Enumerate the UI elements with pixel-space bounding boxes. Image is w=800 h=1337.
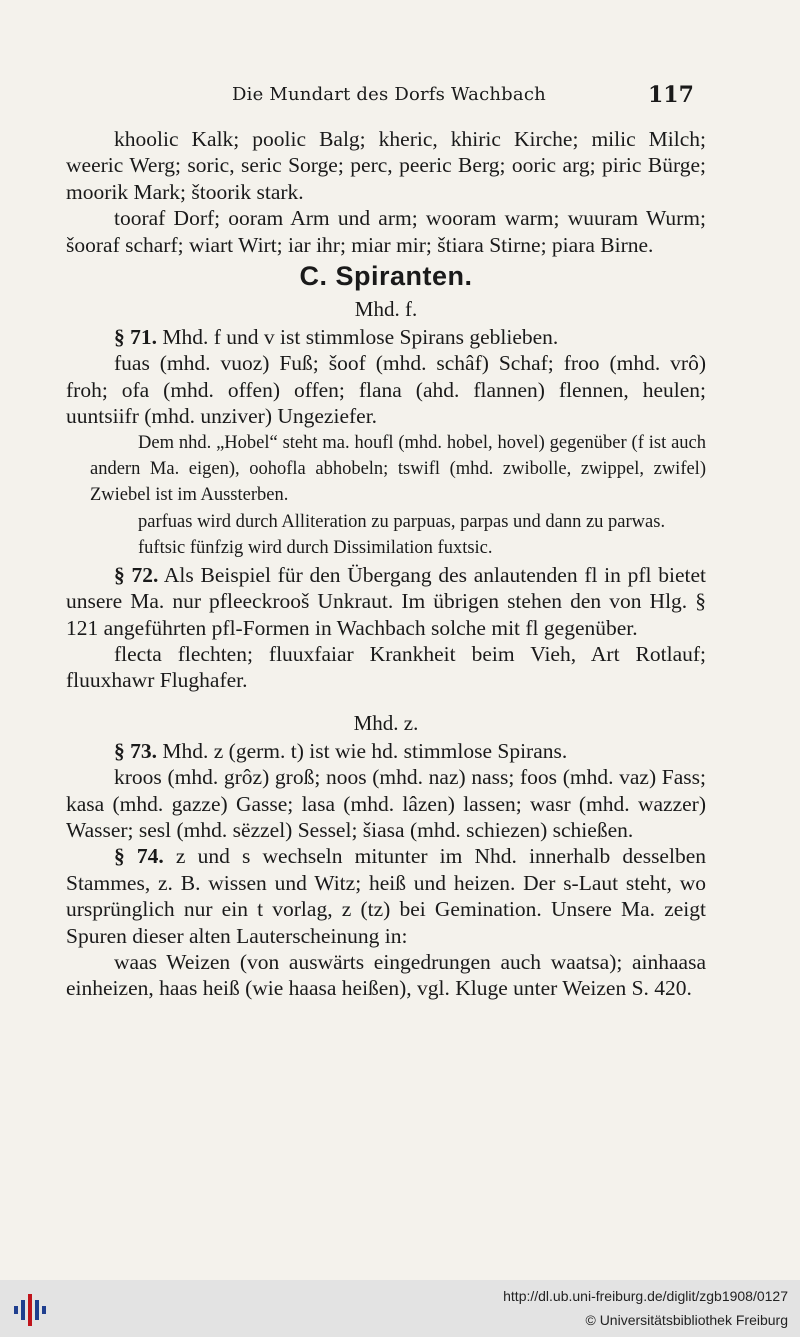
section-paragraph xyxy=(66,562,706,641)
section-paragraph xyxy=(66,843,706,949)
section-number: § 73. xyxy=(114,738,157,763)
spacer xyxy=(66,694,706,708)
running-title: Die Mundart des Dorfs Wachbach xyxy=(232,84,546,105)
note-paragraph: Dem nhd. „Hobel“ steht ma. houfl (mhd. hobel, hovel) gegenüber (f ist auch andern Ma. eigen), oohofla abhobeln; tswifl (mhd. zwibolle, zwippel, zwifel) Zwiebel ist im Aussterben. xyxy=(90,432,706,506)
paragraph: waas Weizen (von auswärts eingedrungen auch waatsa); ainhaasa einheizen, haas heiß (wie haasa heißen), vgl. Kluge unter Weizen S. 420. xyxy=(66,949,706,1001)
paragraph: tooraf Dorf; ooram Arm und arm; wooram warm; wuuram Wurm; šooraf scharf; wiart Wirt; iar ihr; miar mir; štiara Stirne; piara Birne. xyxy=(66,206,706,257)
note-paragraph: parfuas wird durch Alliteration zu parpuas, parpas und dann zu parwas. xyxy=(138,511,666,532)
paragraph: kroos (mhd. grôz) groß; noos (mhd. naz) nass; foos (mhd. vaz) Fass; kasa (mhd. gazze) Gasse; lasa (mhd. lâzen) lassen; wasr (mhd. wazzer) Wasser; sesl (mhd. sëzzel) Sessel; šiasa (mhd. schiezen) schießen. xyxy=(66,765,706,842)
subheading: Mhd. z. xyxy=(353,710,419,735)
section-paragraph xyxy=(66,738,706,764)
paragraph: khoolic Kalk; poolic Balg; kheric, khiric Kirche; milic Milch; weeric Werg; soric, seric Sorge; perc, peeric Berg; ooric arg; piric Bürge; moorik Mark; štoorik stark. xyxy=(66,127,706,204)
section-text: Mhd. f und v ist stimmlose Spirans geblieben. xyxy=(157,325,559,350)
subheading: Mhd. f. xyxy=(354,297,418,322)
section-number: § 72. xyxy=(114,562,159,587)
section-text: z und s wechseln mitunter im Nhd. innerhalb desselben Stammes, z. B. wissen und Witz; heiß und heizen. Der s-Laut steht, wo ursprünglich nur ein t vorlag, z (tz) bei Gemination. Unsere Ma. zeigt Spuren dieser alten Lauterscheinung in: xyxy=(66,844,706,948)
page-header xyxy=(0,84,800,114)
viewer-footer xyxy=(0,1280,800,1337)
section-text: Als Beispiel für den Übergang des anlautenden fl in pfl bietet unsere Ma. nur pfleeckrooš Unkraut. Im übrigen stehen den von Hlg. § 121 angeführten pfl-Formen in Wachbach solche mit fl gegenüber. xyxy=(66,562,706,640)
section-paragraph xyxy=(66,324,706,350)
paragraph: flecta flechten; fluuxfaiar Krankheit beim Vieh, Art Rotlauf; fluuxhawr Flughafer. xyxy=(66,641,706,693)
section-number: § 71. xyxy=(114,325,157,350)
section-heading: C. Spiranten. xyxy=(299,261,473,292)
paragraph: fuas (mhd. vuoz) Fuß; šoof (mhd. schâf) Schaf; froo (mhd. vrô) froh; ofa (mhd. offen) offen; flana (ahd. flannen) flennen, heulen; uuntsiifr (mhd. unziver) Ungeziefer. xyxy=(66,351,706,429)
page-number: 117 xyxy=(648,82,694,108)
copyright-notice: © Universitätsbibliothek Freiburg xyxy=(585,1312,788,1328)
university-library-logo-icon[interactable] xyxy=(10,1290,50,1330)
permalink-url[interactable]: http://dl.ub.uni-freiburg.de/diglit/zgb1908/0127 xyxy=(503,1288,788,1304)
body-text xyxy=(66,126,706,1002)
note-paragraph: fuftsic fünfzig wird durch Dissimilation fuxtsic. xyxy=(138,538,493,559)
section-text: Mhd. z (germ. t) ist wie hd. stimmlose Spirans. xyxy=(157,738,568,763)
section-number: § 74. xyxy=(114,844,164,869)
